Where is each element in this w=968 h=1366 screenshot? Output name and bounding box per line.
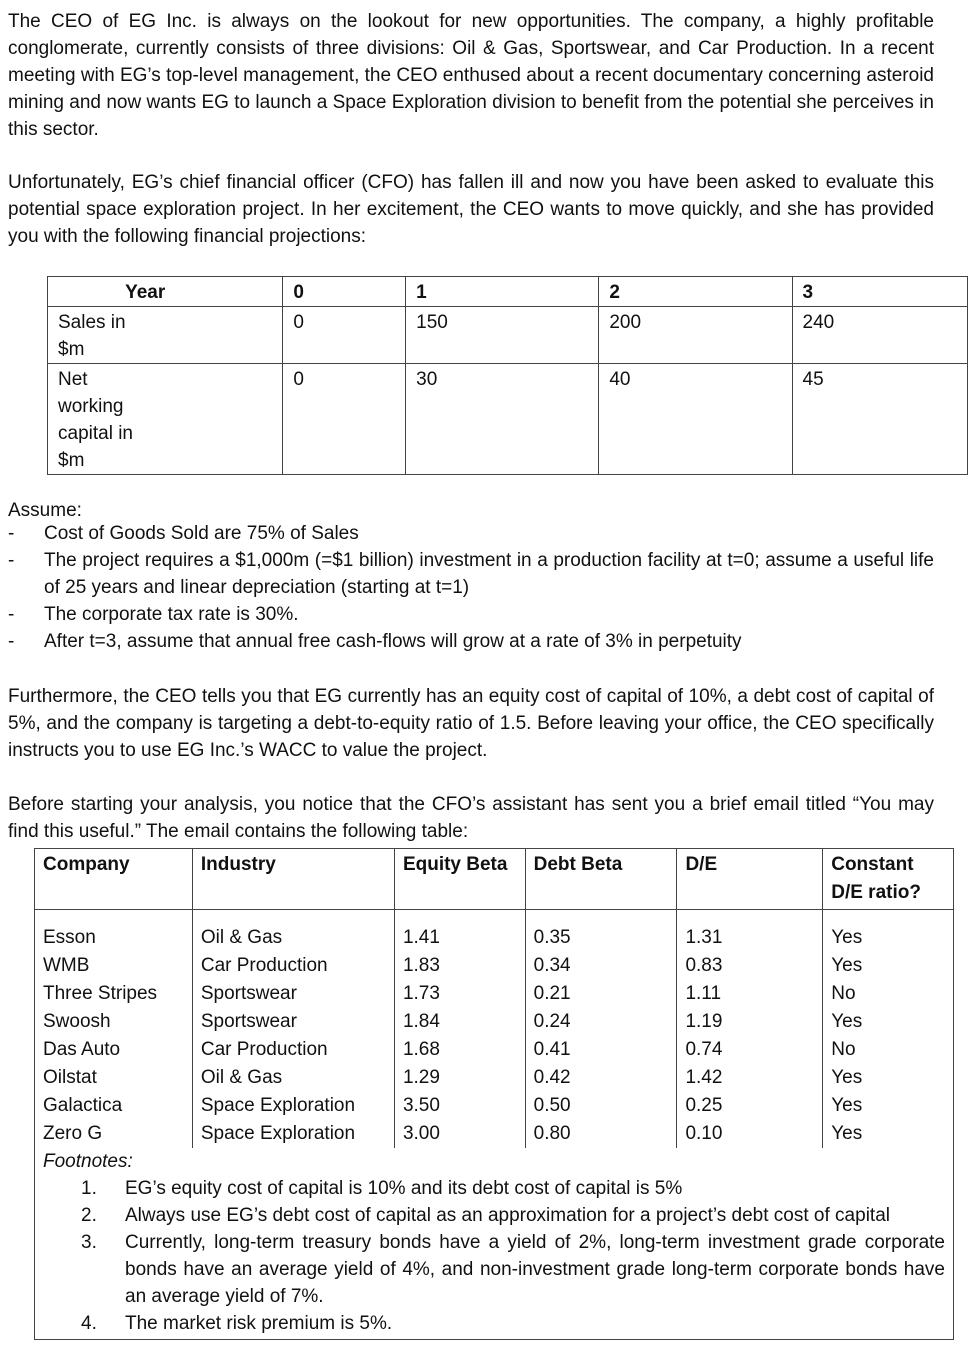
peer-company: Zero G <box>35 1120 193 1148</box>
footnotes-row <box>35 1148 954 1340</box>
peer-company: WMB <box>35 952 193 980</box>
projections-row-label: Net working capital in $m <box>48 364 283 475</box>
peer-debt-beta: 0.80 <box>525 1120 677 1148</box>
peer-industry: Oil & Gas <box>192 910 394 953</box>
peer-debt-beta: 0.24 <box>525 1008 677 1036</box>
assume-item: - Cost of Goods Sold are 75% of Sales <box>8 520 934 547</box>
peer-equity-beta: 3.50 <box>394 1092 525 1120</box>
projections-header-cell: 0 <box>283 277 406 307</box>
projections-header-row <box>48 277 968 307</box>
projections-cell: 45 <box>792 364 967 475</box>
footnote-text: Always use EG’s debt cost of capital as an approximation for a project’s debt cost of capital <box>125 1205 890 1226</box>
peer-header-industry: Industry <box>192 849 394 910</box>
peer-equity-beta: 1.83 <box>394 952 525 980</box>
intro-paragraph-1: The CEO of EG Inc. is always on the lookout for new opportunities. The company, a highly profitable conglomerate, currently consists of three divisions: Oil & Gas, Sportswear, and Car Production. In a recent meeting with EG’s top-level management, the CEO enthused about a recent documentary concerning asteroid mining and now wants EG to launch a Space Exploration division to benefit from the potential she perceives in this sector. <box>8 11 934 140</box>
peer-debt-beta: 0.35 <box>525 910 677 953</box>
peer-constant-de: No <box>823 1036 954 1064</box>
intro-paragraph-2: Unfortunately, EG’s chief financial officer (CFO) has fallen ill and now you have been asked to evaluate this potential space exploration project. In her excitement, the CEO wants to move quickly, and she has provided you with the following financial projections: <box>8 172 934 247</box>
projections-header-cell: 2 <box>599 277 792 307</box>
peer-company: Das Auto <box>35 1036 193 1064</box>
peer-debt-beta: 0.34 <box>525 952 677 980</box>
peer-de: 0.10 <box>677 1120 823 1148</box>
footnote-number: 3. <box>81 1232 97 1253</box>
peer-de: 0.83 <box>677 952 823 980</box>
projections-cell: 240 <box>792 307 967 364</box>
peer-constant-de: Yes <box>823 1064 954 1092</box>
wacc-paragraph: Furthermore, the CEO tells you that EG currently has an equity cost of capital of 10%, a debt cost of capital of 5%, and the company is targeting a debt-to-equity ratio of 1.5. Before leaving your office, the CEO specifically instructs you to use EG Inc.’s WACC to value the project. <box>8 686 934 761</box>
peer-equity-beta: 1.73 <box>394 980 525 1008</box>
assume-item: - The corporate tax rate is 30%. <box>8 601 934 628</box>
peer-de: 1.42 <box>677 1064 823 1092</box>
projections-header-year: Year <box>48 277 283 307</box>
peer-company: Oilstat <box>35 1064 193 1092</box>
peer-companies-table <box>34 848 954 1340</box>
email-paragraph: Before starting your analysis, you notice that the CFO’s assistant has sent you a brief email titled “You may find this useful.” The email contains the following table: <box>8 794 934 842</box>
footnotes-list <box>43 1175 945 1339</box>
projections-row-sales <box>48 307 968 364</box>
peer-industry: Oil & Gas <box>192 1064 394 1092</box>
peer-industry: Space Exploration <box>192 1120 394 1148</box>
peer-industry: Sportswear <box>192 980 394 1008</box>
footnote-text: EG’s equity cost of capital is 10% and its debt cost of capital is 5% <box>125 1178 683 1199</box>
peer-table-row <box>35 1008 954 1036</box>
projections-cell: 30 <box>406 364 599 475</box>
peer-table-row <box>35 1092 954 1120</box>
peer-header-debt-beta: Debt Beta <box>525 849 677 910</box>
peer-de: 0.25 <box>677 1092 823 1120</box>
peer-equity-beta: 1.41 <box>394 910 525 953</box>
peer-debt-beta: 0.50 <box>525 1092 677 1120</box>
peer-equity-beta: 1.84 <box>394 1008 525 1036</box>
peer-table-row <box>35 910 954 953</box>
assume-title: Assume: <box>8 500 82 521</box>
peer-constant-de: Yes <box>823 910 954 953</box>
projections-cell: 0 <box>283 307 406 364</box>
footnote-number: 1. <box>81 1178 97 1199</box>
projections-table <box>47 276 968 475</box>
peer-equity-beta: 1.29 <box>394 1064 525 1092</box>
peer-equity-beta: 1.68 <box>394 1036 525 1064</box>
projections-header-cell: 1 <box>406 277 599 307</box>
peer-industry: Car Production <box>192 952 394 980</box>
peer-constant-de: Yes <box>823 1092 954 1120</box>
footnote-number: 4. <box>81 1313 97 1334</box>
peer-company: Three Stripes <box>35 980 193 1008</box>
projections-row-nwc <box>48 364 968 475</box>
peer-company: Esson <box>35 910 193 953</box>
peer-table-row <box>35 1120 954 1148</box>
peer-constant-de: Yes <box>823 1008 954 1036</box>
peer-de: 1.31 <box>677 910 823 953</box>
footnote-number: 2. <box>81 1205 97 1226</box>
peer-company: Swoosh <box>35 1008 193 1036</box>
footnote-text: The market risk premium is 5%. <box>125 1313 393 1334</box>
peer-debt-beta: 0.42 <box>525 1064 677 1092</box>
peer-table-row <box>35 1036 954 1064</box>
peer-header-de: D/E <box>677 849 823 910</box>
peer-table-row <box>35 1064 954 1092</box>
peer-constant-de: Yes <box>823 1120 954 1148</box>
projections-cell: 40 <box>599 364 792 475</box>
peer-de: 1.11 <box>677 980 823 1008</box>
peer-header-constant-de: Constant D/E ratio? <box>823 849 954 910</box>
footnote-item <box>43 1175 945 1202</box>
peer-industry: Sportswear <box>192 1008 394 1036</box>
peer-header-company: Company <box>35 849 193 910</box>
peer-table-header-row <box>35 849 954 910</box>
projections-cell: 0 <box>283 364 406 475</box>
peer-industry: Space Exploration <box>192 1092 394 1120</box>
assume-item: - The project requires a $1,000m (=$1 billion) investment in a production facility at t=0; assume a useful life of 25 years and linear depreciation (starting at t=1) <box>8 547 934 601</box>
footnotes-title: Footnotes: <box>43 1151 133 1172</box>
peer-constant-de: Yes <box>823 952 954 980</box>
projections-cell: 150 <box>406 307 599 364</box>
footnotes-cell <box>35 1148 954 1340</box>
peer-de: 0.74 <box>677 1036 823 1064</box>
projections-cell: 200 <box>599 307 792 364</box>
peer-equity-beta: 3.00 <box>394 1120 525 1148</box>
projections-row-label: Sales in $m <box>48 307 283 364</box>
footnote-item <box>43 1202 945 1229</box>
footnote-text: Currently, long-term treasury bonds have a yield of 2%, long-term investment grade corporate bonds have an average yield of 4%, and non-investment grade long-term corporate bonds have an average yield of 7%. <box>125 1232 945 1307</box>
assume-item: - After t=3, assume that annual free cash-flows will grow at a rate of 3% in perpetuity <box>8 628 934 655</box>
peer-debt-beta: 0.41 <box>525 1036 677 1064</box>
peer-company: Galactica <box>35 1092 193 1120</box>
peer-de: 1.19 <box>677 1008 823 1036</box>
peer-table-row <box>35 952 954 980</box>
peer-table-row <box>35 980 954 1008</box>
peer-debt-beta: 0.21 <box>525 980 677 1008</box>
peer-header-equity-beta: Equity Beta <box>394 849 525 910</box>
projections-header-cell: 3 <box>792 277 967 307</box>
assume-list <box>8 520 934 655</box>
peer-constant-de: No <box>823 980 954 1008</box>
footnote-item <box>43 1229 945 1310</box>
peer-industry: Car Production <box>192 1036 394 1064</box>
footnote-item <box>43 1310 945 1337</box>
